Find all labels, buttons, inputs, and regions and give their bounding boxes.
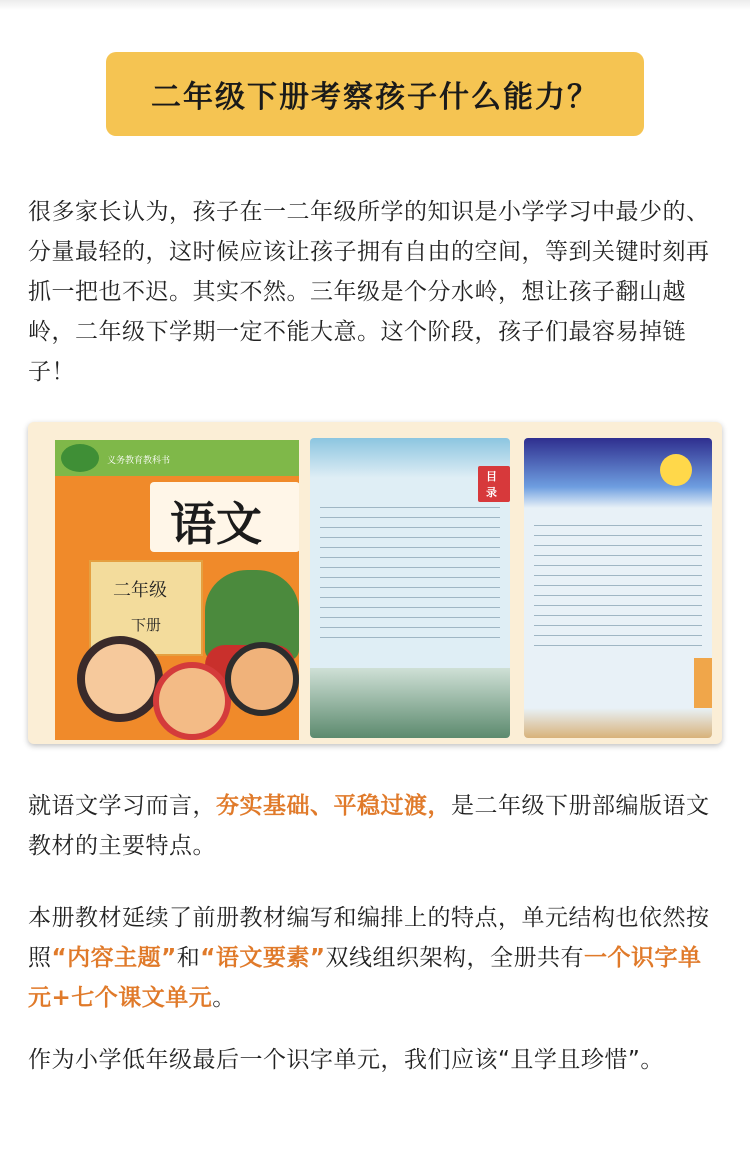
landscape-illustration: [310, 668, 510, 738]
top-divider: [0, 0, 750, 10]
p3-text-4: 。: [212, 985, 236, 1011]
p3-highlight-content-theme: “内容主题”: [51, 945, 177, 971]
cover-series-text: 义务教育教科书: [107, 456, 171, 466]
p2-text-after: 是二年级下册部编版语文教材的主要特点。: [28, 793, 710, 859]
child-illustration-3: [225, 642, 299, 716]
paragraph-textbook-features: [28, 786, 722, 866]
publisher-logo-icon: [61, 444, 99, 472]
title-banner: [106, 52, 644, 136]
p2-text-before: 就语文学习而言，: [28, 793, 216, 819]
paragraph-unit-structure: [28, 898, 722, 1018]
cover-grade: 二年级: [113, 580, 167, 601]
closing-paragraph: 作为小学低年级最后一个识字单元，我们应该“且学且珍惜”。: [28, 1047, 664, 1073]
textbook-photo: [28, 422, 722, 744]
table-of-contents-page-1: [310, 438, 510, 738]
table-of-contents-page-2: [524, 438, 712, 738]
child-illustration-1: [77, 636, 163, 722]
toc-label: 目录: [478, 466, 510, 502]
intro-paragraph: 很多家长认为，孩子在一二年级所学的知识是小学学习中最少的、分量最轻的，这时候应该让孩子拥有自由的空间，等到关键时刻再抓一把也不迟。其实不然。三年级是个分水岭，想让孩子翻山越岭，二年级下学期一定不能大意。这个阶段，孩子们最容易掉链子！: [28, 199, 710, 385]
ground-illustration: [524, 708, 712, 738]
p3-text-3: 双线组织架构，全册共有: [325, 945, 584, 971]
p3-highlight-language-elements: “语文要素”: [200, 945, 326, 971]
p3-text-1: 本册教材延续了前册教材编写和编排上的特点，单元结构也依然按照: [28, 905, 710, 971]
toc-entries-2: [534, 516, 702, 655]
toc-entries: [320, 498, 500, 647]
child-illustration-2: [153, 662, 231, 740]
cover-subject: 语文: [170, 497, 262, 551]
textbook-cover: [55, 440, 299, 740]
p2-highlight: 夯实基础、平稳过渡，: [216, 793, 451, 819]
p3-highlight-units: 一个识字单元+七个课文单元: [28, 945, 702, 1011]
p3-text-2: 和: [176, 945, 201, 971]
cover-semester: 下册: [131, 616, 162, 634]
page-title: 二年级下册考察孩子什么能力？: [151, 80, 599, 115]
moon-icon: [660, 454, 692, 486]
